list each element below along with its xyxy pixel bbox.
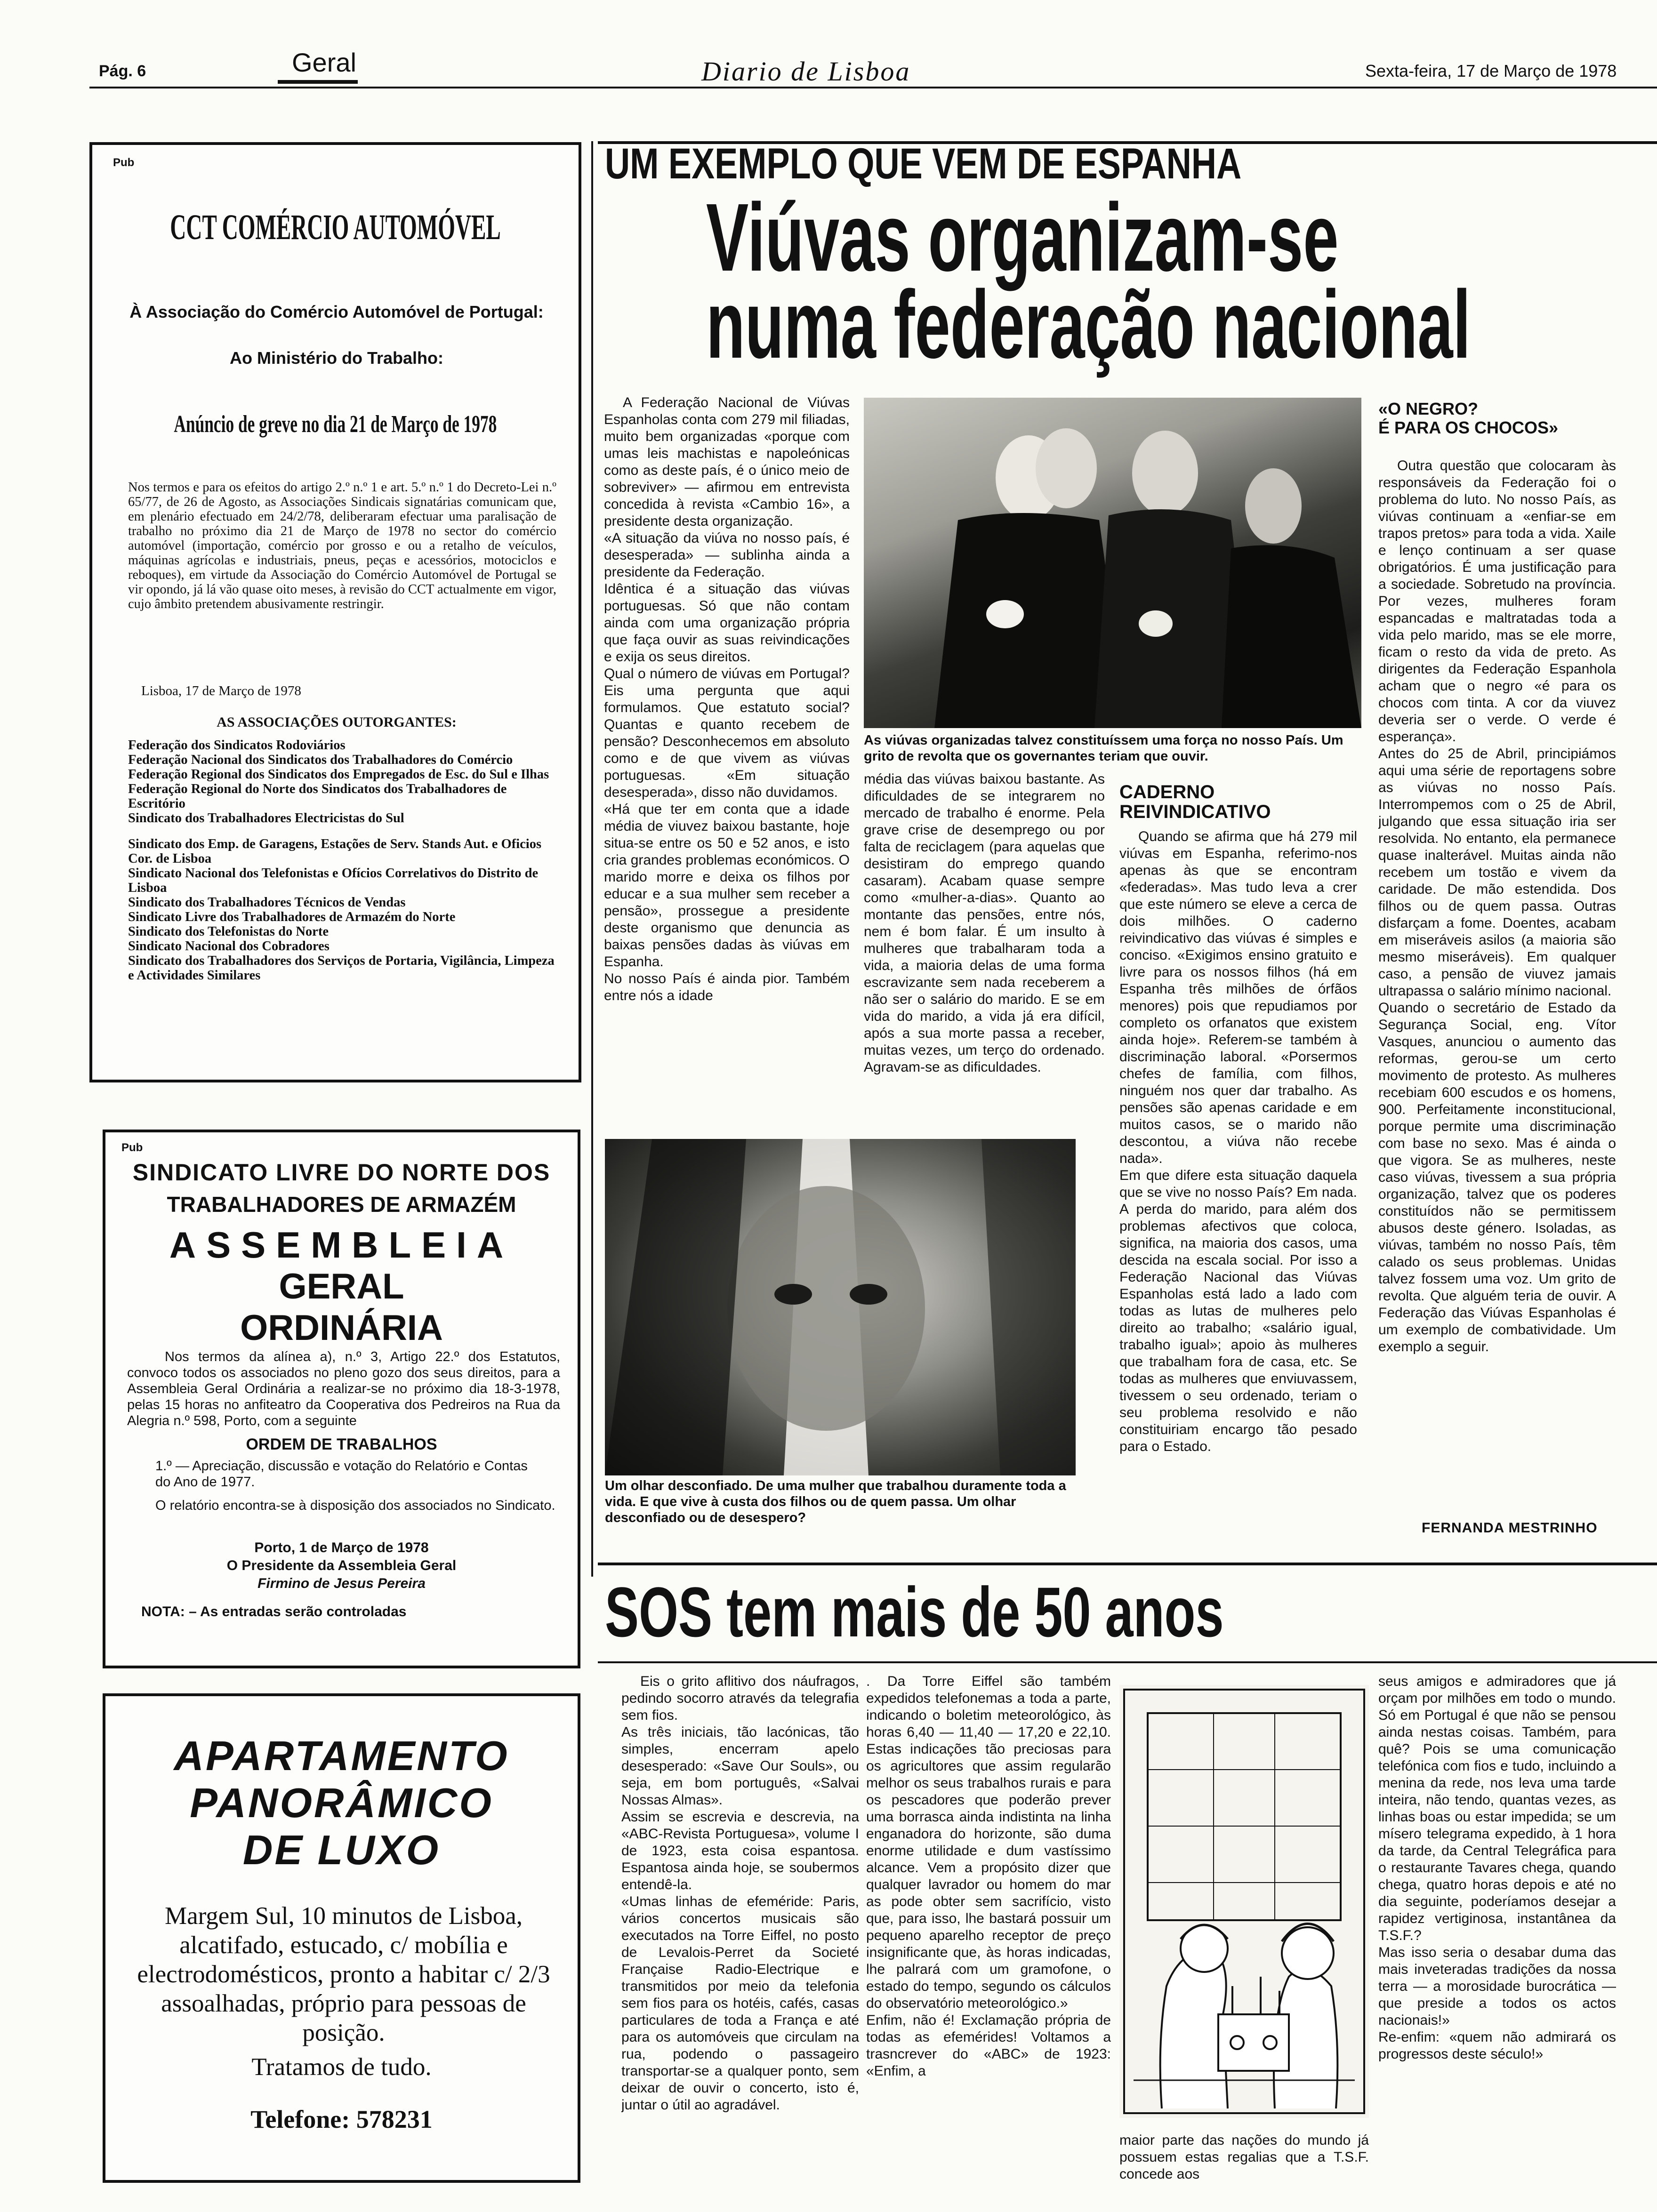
signatory: Sindicato Nacional dos Cobradores [128, 939, 330, 954]
ad-assembly-title-1: ASSEMBLEIA [169, 1224, 514, 1266]
section-label: Geral [292, 48, 356, 77]
pub-label: Pub [121, 1141, 143, 1154]
ad-assembly-body: Nos termos da alínea a), n.º 3, Artigo 22.º dos Estatutos, convoco todos os associados no pleno gozo dos seus direitos, para a Assembleia Geral Ordinária a realizar-se no próximo dia 18-3-1978, pelas 15 horas no anfiteatro da Cooperativa dos Pedreiros na Rua da Alegria n.º 598, Porto, com a seguinte [127, 1349, 560, 1428]
sos-headline [605, 1572, 1464, 1652]
ad-apartment-phone: Telefone: 578231 [250, 2105, 433, 2133]
article-col-2: média das viúvas baixou bastante. As dificuldades de se integrarem no mercado de trabalho é enorme. Pela grave crise de desemprego ou por falta de reciclagem (para aquelas que desistiram do emprego quando casaram). Acabam quase sempre como «mulher-a-dias». Quanto ao montante das pensões, entre nós, nem é bom falar. É um insulto à mulheres que trabalharam toda a vida, a maioria delas de uma forma escravizante sem nada receberem a não ser o salário do marido. E se em vida do marido, a vida já era difícil, após a sua morte passa a receber, muitas vezes, um terço do ordenado. Agravam-se as dificuldades. [864, 771, 1105, 1075]
sos-col-2: . Da Torre Eiffel são também expedidos telefonemas a toda a parte, indicando o boletim meteorológico, às horas 6,40 — 11,40 — 17,20 e 22,10. Estas indicações tão preciosas para os agricultores que assim regularão melhor os seus trabalhos rurais e para os pescadores que poderão prever uma borrasca ainda indistinta na linha enganadora do horizonte, são duma enorme utilidade e dum vastíssimo alcance. Vem a propósito dizer que qualquer lavrador ou homem do mar as pode obter sem sacrifício, visto que, para isso, lhe bastará possuir um pequeno aparelho receptor de preço insignificante que, às horas indicadas, lhe palrará com um gramofone, o estado do tempo, segundo os cálculos do observatório meteorológico.» Enfim, não é! Exclamação própria de todas as efemérides! Voltamos a trasncrever do «ABC» de 1923: «Enfim, a [866, 1674, 1111, 2079]
ad-assembly-report: O relatório encontra-se à disposição dos associados no Sindicato. [155, 1498, 555, 1513]
signatory: Sindicato Nacional dos Telefonistas e Ofícios Correlativos do Distrito de Lisboa [128, 866, 539, 895]
ad-cct-addressee-2: Ao Ministério do Trabalho: [229, 348, 443, 368]
page-number: Pág. 6 [99, 62, 146, 80]
signatory: Federação Regional do Norte dos Sindicatos dos Trabalhadores de Escritório [128, 782, 507, 811]
article-subhead: CADERNO REIVINDICATIVO [1119, 782, 1271, 822]
sos-col-3: maior parte das nações do mundo já possuem estas regalias que a T.S.F. concede aos [1119, 2132, 1369, 2182]
ad-assembly-org-2: TRABALHADORES DE ARMAZÉM [167, 1192, 516, 1217]
side-head-2: É PARA OS CHOCOS» [1378, 418, 1559, 437]
signatory: Sindicato dos Trabalhadores dos Serviços de Portaria, Vigilância, Limpeza e Actividades Similares [128, 954, 555, 983]
ad-assembly-org-1: SINDICATO LIVRE DO NORTE DOS [132, 1159, 551, 1186]
sos-col-4: seus amigos e admiradores que já orçam por milhões em todo o mundo. Só em Portugal é que não se pensou ainda nestas coisas. Também, para quê? Pois se uma comunicação telefónica com fios e tudo, incluindo a menina da rede, nos leva uma tarde inteira, não tendo, quantas vezes, as linhas boas ou estar impedida; se um mísero telegrama expedido, à 1 hora da tarde, da Central Telegráfica para o restaurante Tavares chega, quando chega, quatro horas depois e até no dia seguinte, poderíamos desejar a rapidez vertiginosa, instantânea da T.S.F.? Mas isso seria o desabar duma das mais inveteradas tradições da nossa terra — a morosidade burocrática — que preside a todos os actos nacionais!» Re-enfim: «quem não admirará os progressos deste século!» [1378, 1674, 1616, 2062]
ad-cct-signatories-title: AS ASSOCIAÇÕES OUTORGANTES: [217, 714, 457, 730]
article-byline: FERNANDA MESTRINHO [1422, 1520, 1598, 1536]
ad-apartment-title-1: APARTAMENTO [174, 1732, 509, 1779]
side-head-1: «O NEGRO? [1378, 399, 1479, 418]
column-separator [591, 141, 593, 1577]
widows-photo-shapes [864, 398, 1361, 728]
article-kicker [605, 139, 1400, 186]
ad-cct-addressee-1: À Associação do Comércio Automóvel de Portugal: [129, 302, 544, 321]
article-headline-1-text: Viúvas organizam-se [706, 184, 1339, 291]
ad-cct-signatories [128, 738, 561, 983]
article-headline-2-text: numa federação nacional [706, 271, 1471, 378]
article-col-1: A Federação Nacional de Viúvas Espanholas conta com 279 mil filiadas, muito bem organizadas «porque com umas leis machistas e napoleónicas como as deste país, é o único meio de sobreviver» — afirmou em entrevista concedida à revista «Cambio 16», a presidente desta organização. «A situação da viúva no nosso país, é desesperada» — sublinha ainda a presidente da Federação. Idêntica é a situação das viúvas portuguesas. Só que não contam ainda com uma organização própria que faça ouvir as suas reivindicações e exija os seus direitos. Qual o número de viúvas em Portugal? Eis uma pergunta que aqui formulamos. Que estatuto social? Quantas e quanto recebem de pensão? Desconhecemos em absoluto como e de que vivem as viúvas portuguesas. «Em situação desesperada», disso não duvidamos. «Há que ter em conta que a idade média de viuvez baixou bastante, hoje situa-se entre os 50 e 52 anos, e isto cria grandes problemas económicos. O marido morre e deixa os filhos por educar e a sua mulher sem receber a pensão», prossegue a presidente deste organismo que denuncia as baixas pensões dadas às viúvas em Espanha. No nosso País é ainda pior. Também entre nós a idade [604, 395, 850, 1003]
article-col-3: Quando se afirma que há 279 mil viúvas em Espanha, referimo-nos apenas às que se encontram «federadas». Mas tudo leva a crer que este número se eleve a cerca de dois milhões. O caderno reivindicativo das viúvas é simples e conciso. «Exigimos ensino gratuito e livre para os nossos filhos (há em Espanha três milhões de órfãos menores) pois que repudiamos por completo os orfanatos que existem ainda hoje». Referem-se também à discriminação laboral. «Porsermos chefes de família, com filhos, ninguém nos quer dar trabalho. As pensões são apenas caridade e em muitos casos, se o marido não descontou, a viúva não recebe nada». Em que difere esta situação daquela que se vive no nosso País? Em nada. A perda do marido, para além dos problemas afectivos que coloca, significa, na maioria dos casos, uma descida na escala social. Por isso a Federação Nacional das Viúvas Espanholas está lado a lado com todas as lutas de mulheres pelo direito ao trabalho; «salário igual, trabalho igual»; apoio às mulheres que trabalham fora de casa, etc. Se todas as mulheres que enviuvassem, tivessem o seu ordenado, teriam o seu problema resolvido e não constituiriam encargo tão pesado para o Estado. [1119, 829, 1357, 1454]
ad-cct-title-text: CCT COMÉRCIO AUTOMÓVEL [170, 208, 501, 247]
radio-illustration-drawing [1119, 1685, 1369, 2118]
article-kicker-text: UM EXEMPLO QUE VEM DE ESPANHA [605, 140, 1242, 188]
ad-cct-notice [94, 410, 577, 448]
ad-assembly-order-title: ORDEM DE TRABALHOS [246, 1435, 437, 1453]
sos-headline-rule [598, 1661, 1657, 1663]
signatory: Sindicato dos Trabalhadores Electricistas do Sul [128, 811, 404, 825]
radio-illustration [1119, 1685, 1369, 2118]
issue-date: Sexta-feira, 17 de Março de 1978 [1365, 61, 1617, 80]
ad-cct-notice-text: Anúncio de greve no dia 21 de Março de 1978 [174, 411, 497, 438]
article-col-4: Outra questão que colocaram às responsáveis da Federação foi o problema do luto. No nosso País, as viúvas continuam a «enfiar-se em trapos pretos» para toda a vida. Xaile e lenço continuam a ser quase obrigatórios. É uma justificação para a sociedade. Sobretudo na província. Por vezes, mulheres foram espancadas e maltratadas toda a vida pelo marido, mas se ele morre, ficam o resto da vida de preto. As dirigentes da Federação Espanhola acham que o negro «é para os chocos com tinta. A cor da viuvez deveria ser o verde. O verde é esperança». Antes do 25 de Abril, principiámos aqui uma série de reportagens sobre as viúvas no nosso País. Interrompemos com o 25 de Abril, julgando que essa situação iria ser resolvida. No entanto, ela permanece quase inalterável. Muitas ainda não recebem um tostão e vivem da caridade. De mão estendida. Dos filhos ou de quem passa. Outras disfarçam a fome. Doentes, acabam em miseráveis asilos (a maioria são mesmo miseráveis). Em qualquer caso, a pensão de viuvez jamais ultrapassa o salário mínimo nacional. Quando o secretário de Estado da Segurança Social, eng. Vítor Vasques, anunciou o aumento das reformas, gerou-se um certo movimento de protesto. As mulheres recebiam 600 escudos e os homens, 900. Perfeitamente inconstitucional, porque permite uma discriminação com base no sexo. Mas é ainda o que vigora. Se as mulheres, neste caso viúvas, tivessem a sua própria organização, talvez que os poderes constituídos não se permitissem abusos deste género. Isoladas, as viúvas, também no nosso País, têm calado os seus problemas. Unidas talvez fossem uma voz. Um grito de revolta. Que alguém teria de ouvir. A Federação das Viúvas Espanholas é um exemplo de combatividade. Um exemplo a seguir. [1378, 458, 1616, 1354]
signatory: Sindicato dos Emp. de Garagens, Estações de Serv. Stands Aut. e Oficios Cor. de Lisboa [128, 837, 542, 866]
ad-assembly-title-3: ORDINÁRIA [240, 1308, 443, 1348]
ad-assembly-title-2: GERAL [279, 1266, 404, 1306]
signatory: Sindicato dos Telefonistas do Norte [128, 924, 329, 939]
masthead: Diario de Lisboa [701, 56, 911, 87]
ad-assembly-place-date: Porto, 1 de Março de 1978 [254, 1540, 429, 1555]
ad-cct-body: Nos termos e para os efeitos do artigo 2.º n.º 1 e art. 5.º n.º 1 do Decreto-Lei n.º 65/77, de 26 de Agosto, as Associações Sindicais signatárias comunicam que, em plenário efectuado em 24/2/78, deliberaram efectuar uma paralisação de trabalho no próximo dia 21 de Março de 1978 no sector do comércio automóvel (importação, comércio por grosso e ou a retalho de veículos, máquinas agrícolas e industriais, pneus, peças e acessórios, motociclos e reboques), em virtude da Associação do Comércio Automóvel de Portugal se vir opondo, já lá vão quase oito meses, à revisão do CCT actualmente em vigor, cujo âmbito pretendem abusivamente restringir. [128, 480, 556, 611]
ad-cct-place-date: Lisboa, 17 de Março de 1978 [141, 683, 301, 698]
header-rule [89, 87, 1657, 88]
signatory: Federação Nacional dos Sindicatos dos Trabalhadores do Comércio [128, 753, 513, 767]
ad-assembly-name: Firmino de Jesus Pereira [257, 1576, 426, 1591]
ad-apartment-body: Margem Sul, 10 minutos de Lisboa, alcatifado, estucado, c/ mobília e electrodomésticos, pronto a habitar c/ 2/3 assoalhadas, próprio para pessoas de posição. [137, 1902, 550, 2046]
signatory: Federação dos Sindicatos Rodoviários [128, 738, 346, 753]
signatory: Sindicato Livre dos Trabalhadores de Armazém do Norte [128, 910, 456, 924]
pub-label: Pub [113, 156, 135, 169]
ad-apartment-title-3: DE LUXO [242, 1827, 441, 1873]
section-underline [278, 80, 358, 84]
signatory: Sindicato dos Trabalhadores Técnicos de Vendas [128, 895, 406, 910]
woman-photo-shapes [605, 1139, 1076, 1475]
signatory: Federação Regional dos Sindicatos dos Empregados de Esc. do Sul e Ilhas [128, 767, 549, 782]
ad-assembly-note: NOTA: – As entradas serão controladas [141, 1604, 407, 1619]
ad-cct-title [94, 207, 577, 259]
ad-assembly-order-item: 1.º — Apreciação, discussão e votação do Relatório e Contas do Ano de 1977. [155, 1459, 528, 1490]
article-headline-2 [706, 273, 1657, 377]
widows-photo [864, 398, 1361, 728]
sos-col-1: Eis o grito aflitivo dos náufragos, pedindo socorro através da telegrafia sem fios. As três iniciais, tão lacónicas, tão simples, encerram apelo desesperado: «Save Our Souls», ou seja, em bom português, «Salvai Nossas Almas». Assim se escrevia e descrevia, na «ABC-Revista Portuguesa», volume I de 1923, esta coisa espantosa. Espantosa ainda hoje, se soubermos entendê-la. «Umas linhas de efeméride: Paris, vários concertos musicais são executados na Torre Eiffel, no posto de Levalois-Perret da Societé Française Radio-Electrique e transmitidos por meio da telefonia sem fios para os hotéis, cafés, casas particulares de toda a França e até para os automóveis que circulam na rua, podendo o passageiro transportar-se a qualquer ponto, sem deixar de ouvir o concerto, isto é, juntar o útil ao agradável. [621, 1674, 859, 2113]
widows-photo-caption: As viúvas organizadas talvez constituíssem uma força no nosso País. Um grito de revolta que os governantes teriam que ouvir. [864, 733, 1343, 764]
woman-photo [605, 1139, 1076, 1475]
sos-headline-text: SOS tem mais de 50 anos [605, 1572, 1224, 1651]
article-bottom-rule [598, 1563, 1657, 1565]
ad-assembly-president: O Presidente da Assembleia Geral [226, 1558, 457, 1573]
ad-apartment-title-2: PANORÂMICO [190, 1779, 493, 1826]
ad-apartment-tagline: Tratamos de tudo. [251, 2053, 432, 2081]
woman-photo-caption: Um olhar desconfiado. De uma mulher que trabalhou duramente toda a vida. E que vive à custa dos filhos ou de quem passa. Um olhar desconfiado ou de desespero? [605, 1478, 1066, 1525]
